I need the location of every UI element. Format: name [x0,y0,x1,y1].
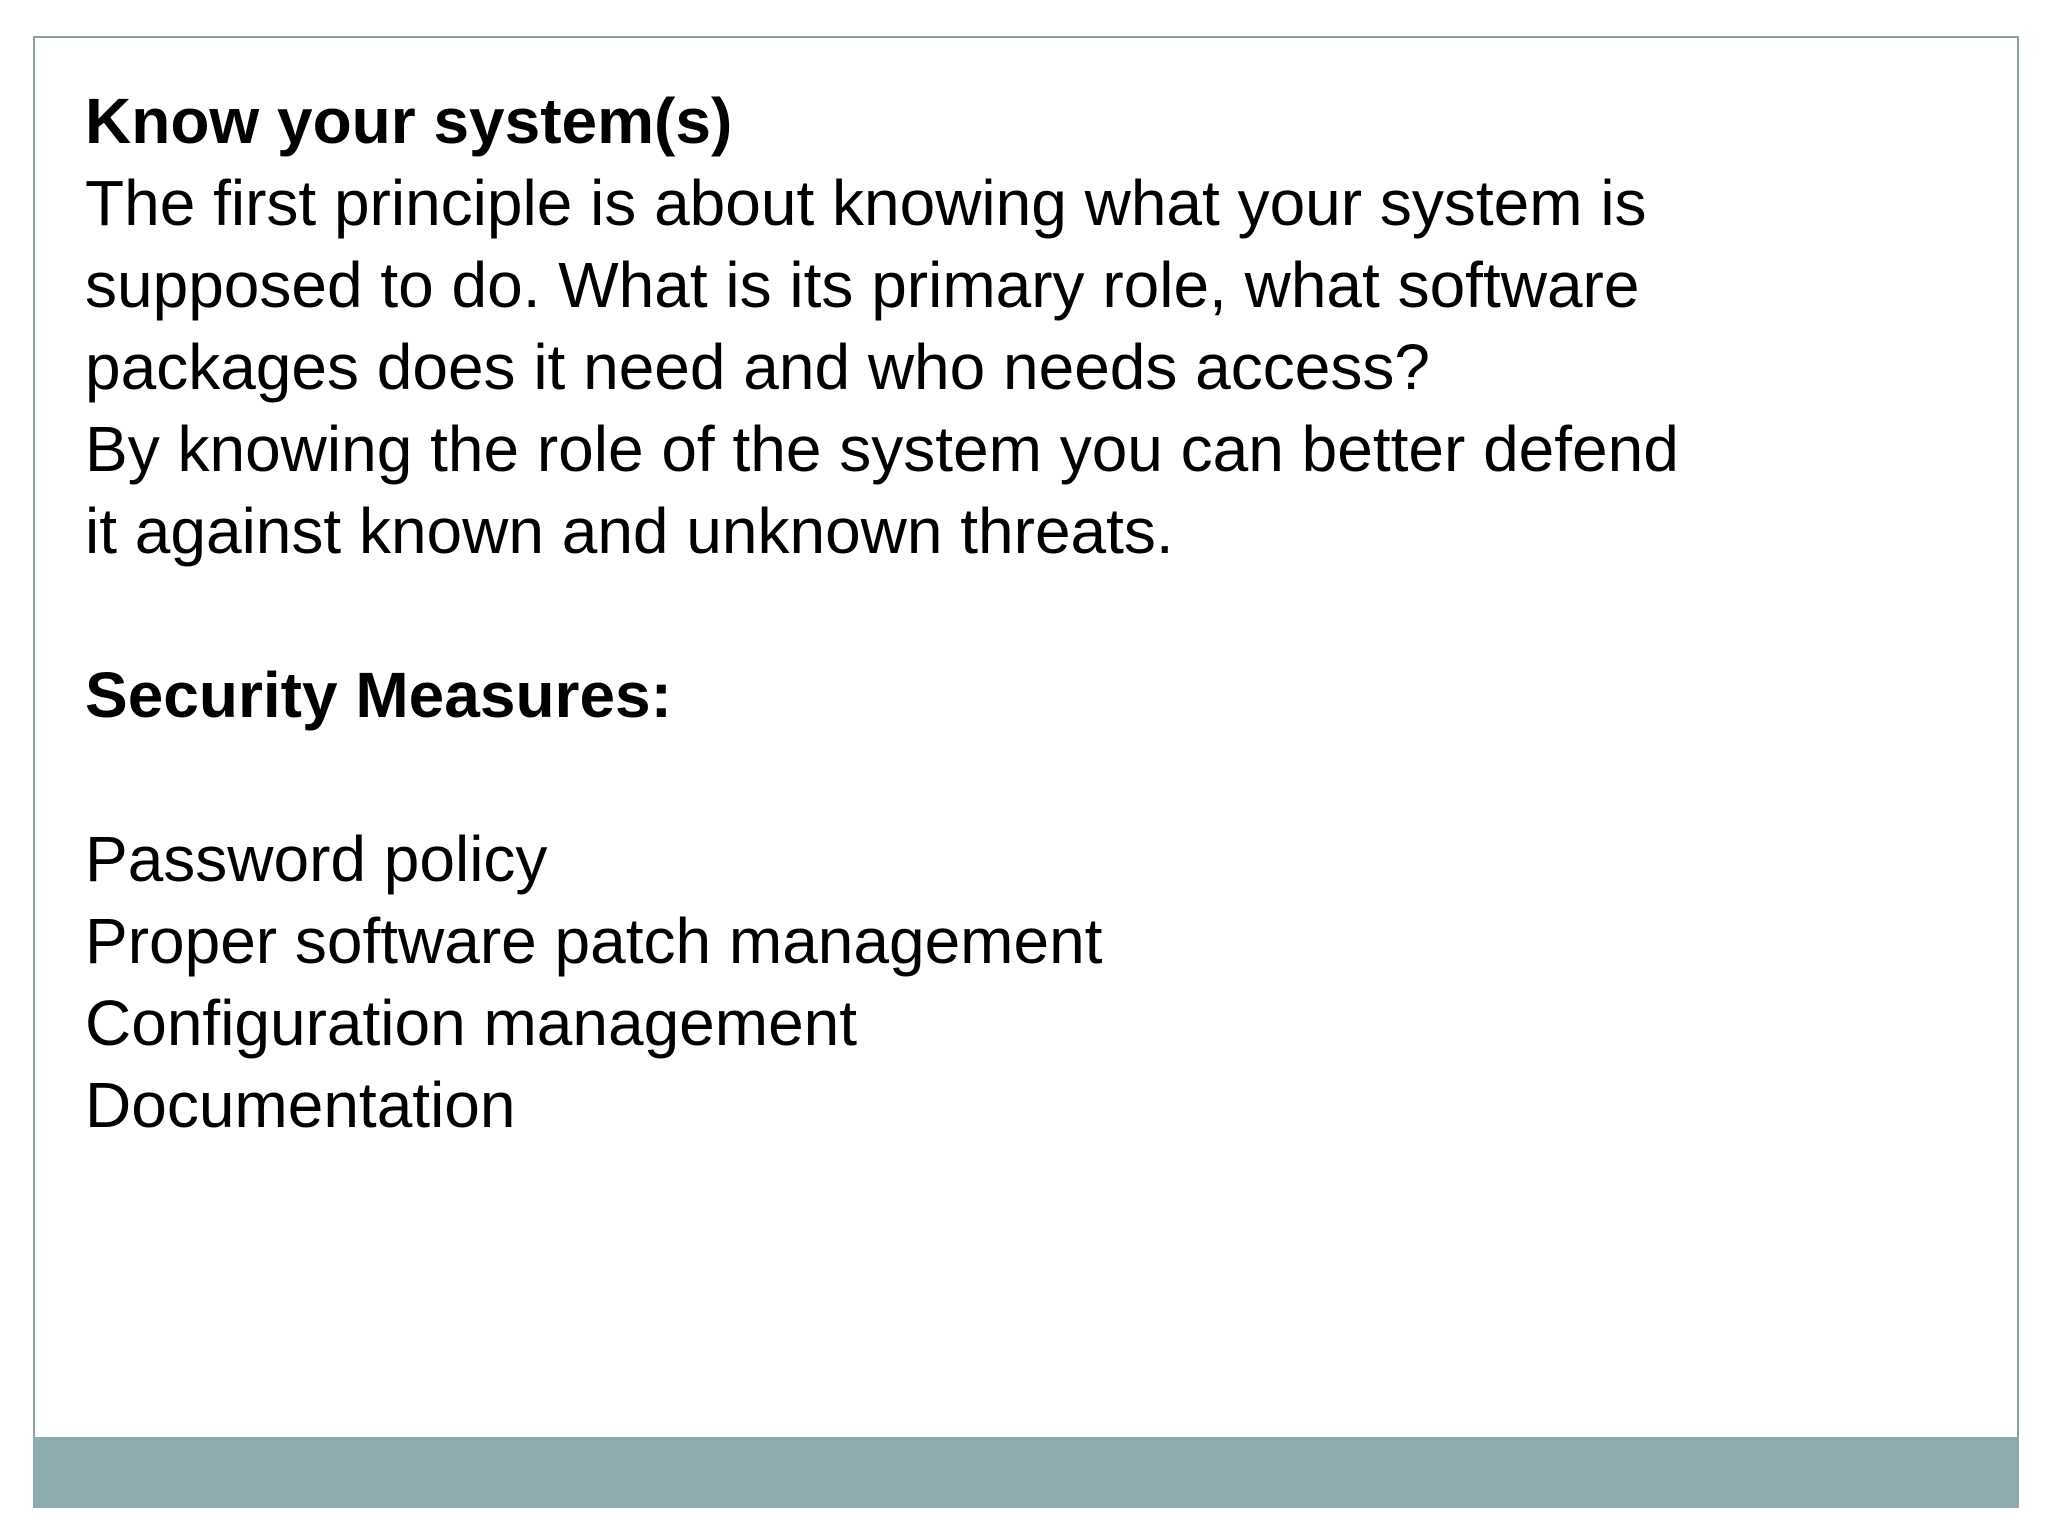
slide-heading: Know your system(s) [85,85,733,157]
principle-paragraph: The first principle is about knowing what your system is supposed to do. What is its primary role, what software packages does it need and who needs access? [85,167,1647,403]
measures-list [85,818,1885,1146]
spacer [85,572,1885,654]
list-item: Password policy [85,823,548,895]
list-item: Documentation [85,1069,516,1141]
footer-band [33,1437,2019,1508]
role-paragraph: By knowing the role of the system you can better defend it against known and unknown threats. [85,413,1679,567]
security-measures-heading: Security Measures: [85,659,672,731]
spacer [85,736,1885,818]
list-item: Proper software patch management [85,905,1103,977]
slide-content [85,80,1885,1146]
list-item: Configuration management [85,987,858,1059]
